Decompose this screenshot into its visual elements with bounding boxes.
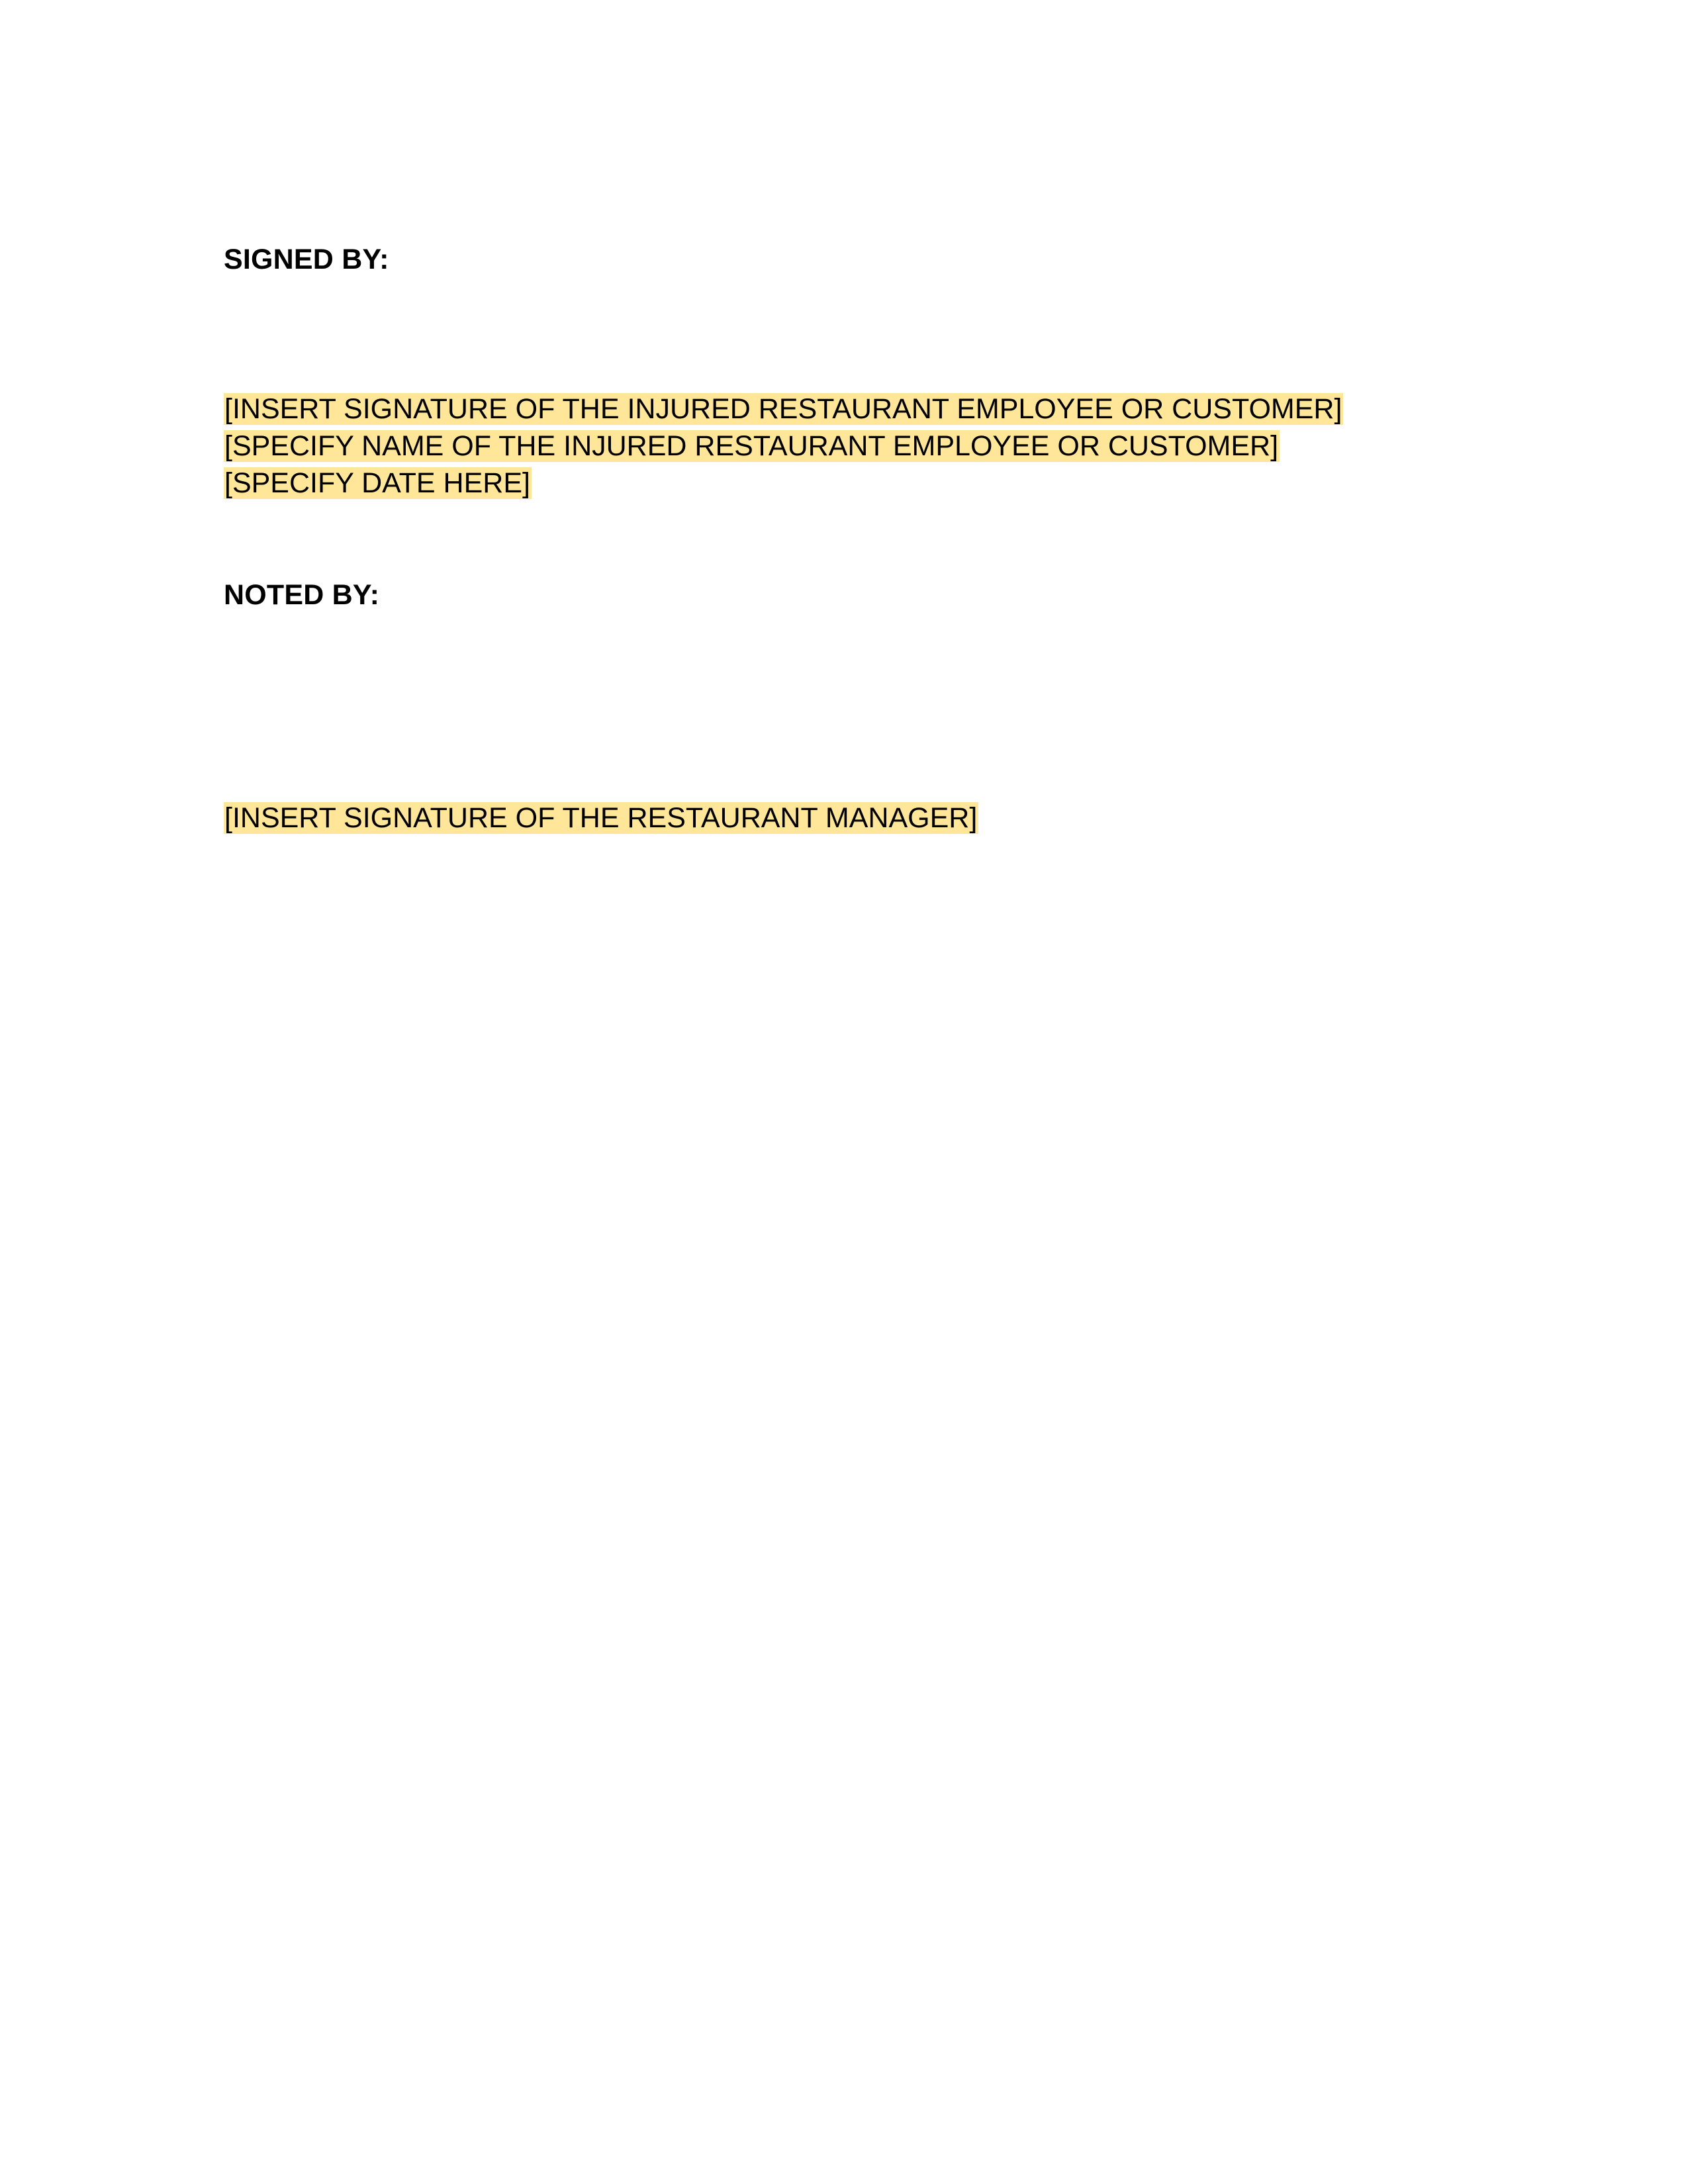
noted-by-signature-line <box>224 799 978 837</box>
signed-by-signature-line <box>224 390 1343 428</box>
employee-name-placeholder: [SPECIFY NAME OF THE INJURED RESTAURANT EMPLOYEE OR CUSTOMER] <box>224 430 1279 462</box>
date-placeholder: [SPECIFY DATE HERE] <box>224 467 530 499</box>
signed-by-name-line <box>224 428 1280 465</box>
signed-by-heading: SIGNED BY: <box>224 244 389 275</box>
signed-by-date-line <box>224 465 532 502</box>
noted-by-heading: NOTED BY: <box>224 579 380 611</box>
employee-signature-placeholder: [INSERT SIGNATURE OF THE INJURED RESTAURANT EMPLOYEE OR CUSTOMER] <box>224 393 1342 425</box>
manager-signature-placeholder: [INSERT SIGNATURE OF THE RESTAURANT MANAGER] <box>224 802 978 834</box>
